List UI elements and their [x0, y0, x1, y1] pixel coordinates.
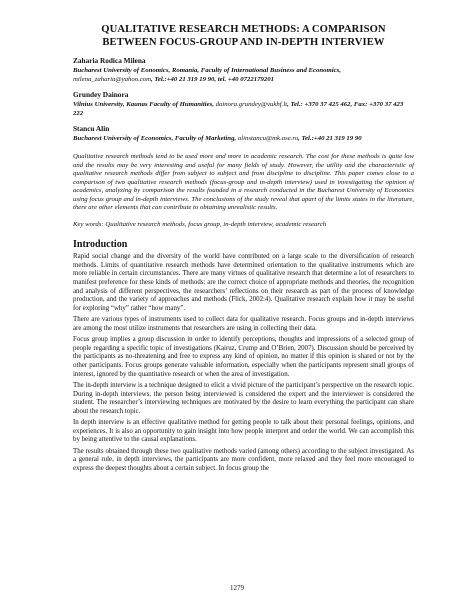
author-contact: , Tel.: +370 37 425 462, Fax: +370 37 423 222 [73, 101, 404, 117]
keywords: Key words: Qualitative research methods, focus group, in-depth interview, academic research [73, 220, 327, 228]
affiliation-text: Bucharest University of Eonomics, Romania, Faculty of International Business and Economics, [73, 67, 341, 74]
author-affiliation [73, 101, 414, 118]
author-name: Grundey Dainora [73, 90, 129, 100]
author-email[interactable]: dainora.grundey@vukhf.lt [215, 101, 288, 109]
affiliation-text: Vilnius University, Kaunas Faculty of Humanities, [73, 101, 214, 109]
section-heading-introduction: Introduction [73, 239, 128, 251]
abstract: Qualitative research methods tend to be used more and more in academic research. The cost for these methods is quite low and the results may be very interesting and useful for many fields of study. However, the utility and the characteristic of qualitative research methods differ from subject to subject and from discipline to discipline. This paper comes close to a comparison of two qualitative research methods (focus-group and in-depth interview) used in investigating the opinion of academics, analyzing by comparison the results founded in a research conducted in the Bucharest University of Economics using focus group and in-depth interviews. The conclusions of the study reveal that apart of the limits states in the literature, there are other elements that can contribute to obtaining unrealistic results. [73, 152, 414, 212]
affiliation-text: Bucharest University of Economics, Faculty of Marketing, [73, 135, 237, 143]
author-name: Zaharia Rodica Milena [73, 56, 146, 65]
title-line-2: BETWEEN FOCUS-GROUP AND IN-DEPTH INTERVIEW [102, 36, 385, 48]
author-name: Stancu Alin [73, 124, 110, 134]
author-email[interactable]: milena_zaharia@yahoo.com [73, 75, 152, 83]
page-number: 1279 [230, 584, 244, 592]
body-paragraph: The in-depth interview is a technique designed to elicit a vivid picture of the participant’s perspective on the research topic. During in-depth interviews, the person being interviewed is considered the expert and the interviewer is considered the student. The researcher’s interviewing techniques are motivated by the desire to learn everything the participant can share about the research topic. [73, 382, 414, 415]
paper-title [73, 24, 414, 49]
author-affiliation [73, 67, 414, 84]
author-block-2 [73, 90, 414, 118]
author-block-1 [73, 56, 414, 84]
body-paragraph: Rapid social change and the diversity of the world have contributed on a large scale to the diversification of research methods. Limits of quantitative research methods have determined orientation to the qualitative instruments which are more reliable in certain circumstances. There are many virtues of qualitative research that determine a lot of researchers to manifest preference for these kinds of methods: are the correct choice of appropriate methods and theories, the recognition and analysis of different perspectives, the researchers’ reflections on their research as part of the process of knowledge production, and the variety of approaches and methods (Flick, 2002:4). Qualitative research explain how it may be useful for exploring “why” rather “how many”. [73, 253, 414, 312]
title-line-1: QUALITATIVE RESEARCH METHODS: A COMPARISON [101, 24, 386, 35]
body-paragraph: Focus group implies a group discussion in order to identify perceptions, thoughts and impressions of a selected group of people regarding a specific topic of investigations (Kairuz, Crump and O’Brien, 2007). Discussion should be perceived by the participants as no-threatening and free to express any kind of opinion, no matter if this opinion is shared or not by the other participants. Focus groups generate valuable information, especially when the participants represent small groups of interest, ignored by the quantitative research or when the area of investigation. [73, 336, 414, 378]
body-paragraph: There are various types of instruments used to collect data for qualitative research. Focus groups and in-depth interviews are among the most utilize instruments that researchers are using in collecting their data. [73, 316, 414, 332]
author-block-3 [73, 124, 414, 144]
author-email[interactable]: alinstancu@mk.ase.ro [237, 135, 299, 143]
author-contact: , Tel.:+40 21 319 19 90, tel. +40 0722179201 [151, 75, 274, 83]
body-paragraph: In depth interview is an effective qualitative method for getting people to talk about their personal feelings, opinions, and experiences. It is also an opportunity to gain insight into how people interpret and order the world. We can accomplish this by being attentive to the causal explanations. [73, 419, 414, 444]
body-paragraph: The results obtained through these two qualitative methods varied (among others) according to the subject investigated. As a general rule, in depth interviews, the participants are more confident, more relaxed and they feel more encouraged to express the deepest thoughts about a certain subject. In focus group the [73, 447, 414, 472]
author-contact: , Tel.:+40 21 319 19 90 [298, 135, 362, 143]
author-affiliation [73, 135, 414, 144]
